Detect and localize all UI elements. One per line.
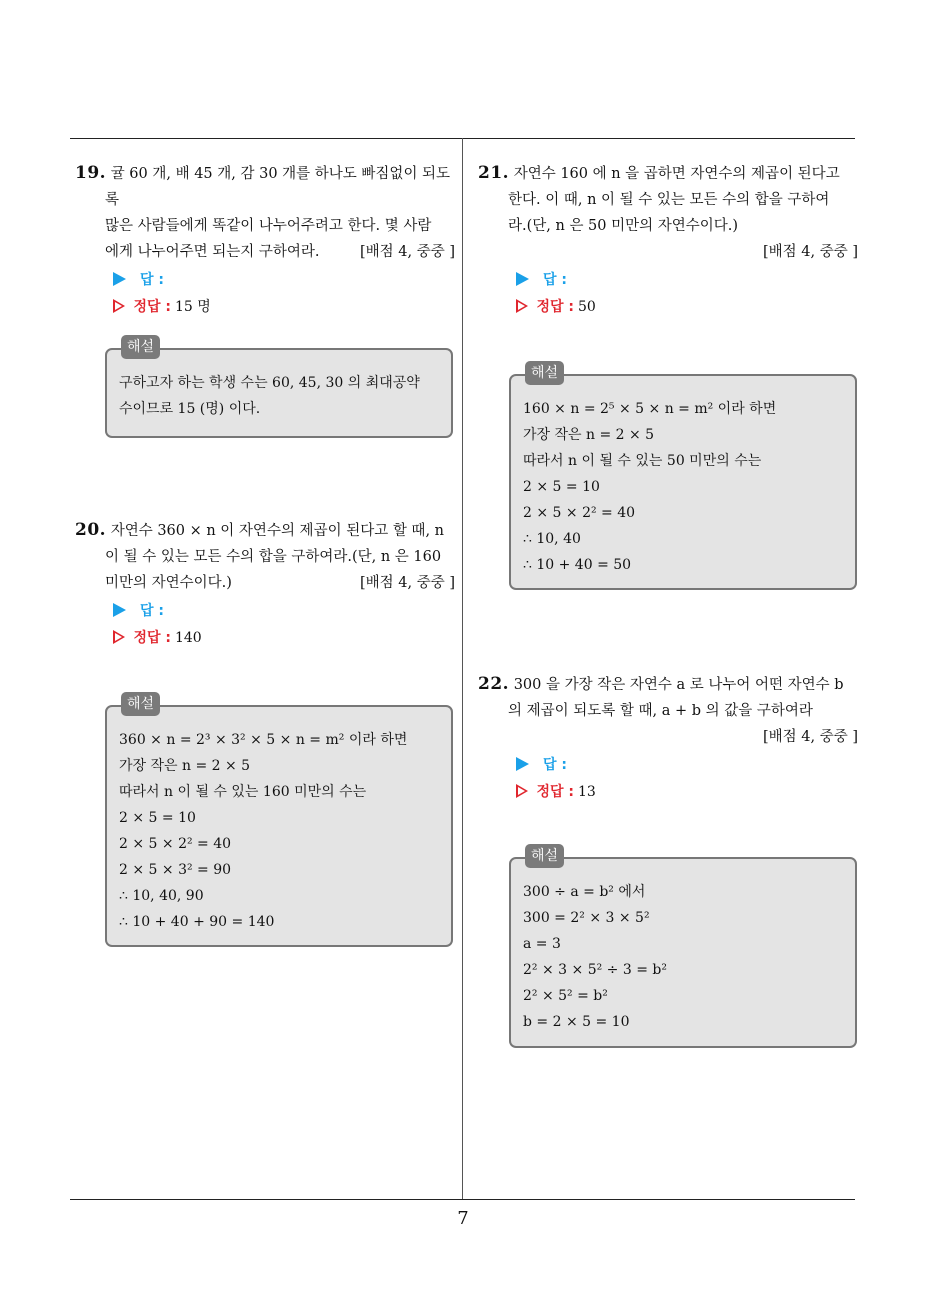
explanation-line: 따라서 n 이 될 수 있는 50 미만의 수는 xyxy=(523,453,762,469)
explanation-line: 2 × 5 × 3² = 90 xyxy=(119,862,232,878)
question-21 xyxy=(478,160,858,321)
question-22 xyxy=(478,671,858,806)
explanation-line: 300 = 2² × 3 × 5² xyxy=(523,910,650,926)
question-line: 미만의 자연수이다.) xyxy=(105,575,232,591)
correct-answer-line xyxy=(113,625,455,652)
score-meta: [배점 4, 중중 ] xyxy=(359,244,455,260)
answer-label: 답 : xyxy=(543,757,567,773)
question-20 xyxy=(75,517,455,652)
explanation-box-21 xyxy=(509,365,857,590)
explanation-tag: 해설 xyxy=(121,692,160,716)
play-arrow-icon xyxy=(516,757,529,771)
bottom-rule xyxy=(70,1199,855,1200)
correct-label: 정답 : xyxy=(536,784,574,800)
question-22-text xyxy=(478,671,858,724)
correct-label: 정답 : xyxy=(133,299,171,315)
explanation-line: 수이므로 15 (명) 이다. xyxy=(119,401,261,417)
question-19-text xyxy=(75,160,455,265)
explanation-line: 2 × 5 = 10 xyxy=(523,479,600,495)
answer-line xyxy=(516,752,858,779)
question-number: 19. xyxy=(75,163,107,183)
correct-answer-value: 140 xyxy=(174,630,202,646)
explanation-tag: 해설 xyxy=(525,844,564,868)
explanation-line: 300 ÷ a = b² 에서 xyxy=(523,884,646,900)
outline-arrow-icon xyxy=(516,784,528,798)
question-number: 21. xyxy=(478,163,510,183)
explanation-line: 따라서 n 이 될 수 있는 160 미만의 수는 xyxy=(119,784,367,800)
play-arrow-icon xyxy=(113,272,126,286)
score-meta: [배점 4, 중중 ] xyxy=(762,244,858,260)
score-meta: [배점 4, 중중 ] xyxy=(359,575,455,591)
answer-label: 답 : xyxy=(140,603,164,619)
answer-line xyxy=(113,267,455,294)
explanation-line: 360 × n = 2³ × 3² × 5 × n = m² 이라 하면 xyxy=(119,732,408,748)
correct-answer-line xyxy=(516,779,858,806)
question-line: 자연수 360 × n 이 자연수의 제곱이 된다고 할 때, n xyxy=(110,523,445,539)
explanation-line: b = 2 × 5 = 10 xyxy=(523,1014,630,1030)
question-line: 라.(단, n 은 50 미만의 자연수이다.) xyxy=(508,218,739,234)
answer-line xyxy=(516,267,858,294)
question-line: 많은 사람들에게 똑같이 나누어주려고 한다. 몇 사람 xyxy=(105,218,432,234)
question-line: 에게 나누어주면 되는지 구하여라. xyxy=(105,244,320,260)
explanation-line: 가장 작은 n = 2 × 5 xyxy=(119,758,251,774)
explanation-line: 2² × 3 × 5² ÷ 3 = b² xyxy=(523,962,667,978)
explanation-line: 2² × 5² = b² xyxy=(523,988,608,1004)
correct-answer-value: 13 xyxy=(577,784,596,800)
correct-answer-line xyxy=(113,294,455,321)
play-arrow-icon xyxy=(516,272,529,286)
correct-label: 정답 : xyxy=(133,630,171,646)
outline-arrow-icon xyxy=(113,630,125,644)
explanation-tag: 해설 xyxy=(121,335,160,359)
answer-line xyxy=(113,598,455,625)
explanation-line: ∴ 10, 40 xyxy=(523,531,581,547)
explanation-line: 2 × 5 = 10 xyxy=(119,810,196,826)
score-meta: [배점 4, 중중 ] xyxy=(762,729,858,745)
explanation-box-22 xyxy=(509,848,857,1048)
question-19 xyxy=(75,160,455,321)
question-line: 이 될 수 있는 모든 수의 합을 구하여라.(단, n 은 160 xyxy=(105,549,442,565)
explanation-tag: 해설 xyxy=(525,361,564,385)
explanation-box-19 xyxy=(105,339,453,438)
explanation-line: a = 3 xyxy=(523,936,561,952)
answer-label: 답 : xyxy=(543,272,567,288)
explanation-line: 2 × 5 × 2² = 40 xyxy=(119,836,232,852)
explanation-line: ∴ 10 + 40 = 50 xyxy=(523,557,632,573)
outline-arrow-icon xyxy=(113,299,125,313)
explanation-line: ∴ 10 + 40 + 90 = 140 xyxy=(119,914,275,930)
answer-label: 답 : xyxy=(140,272,164,288)
explanation-line: 구하고자 하는 학생 수는 60, 45, 30 의 최대공약 xyxy=(119,375,420,391)
play-arrow-icon xyxy=(113,603,126,617)
question-line: 귤 60 개, 배 45 개, 감 30 개를 하나도 빠짐없이 되도록 xyxy=(105,166,451,208)
outline-arrow-icon xyxy=(516,299,528,313)
explanation-line: 160 × n = 2⁵ × 5 × n = m² 이라 하면 xyxy=(523,401,777,417)
question-number: 22. xyxy=(478,674,510,694)
explanation-box-20 xyxy=(105,696,453,947)
explanation-line: 2 × 5 × 2² = 40 xyxy=(523,505,636,521)
question-line: 한다. 이 때, n 이 될 수 있는 모든 수의 합을 구하여 xyxy=(508,192,830,208)
explanation-line: ∴ 10, 40, 90 xyxy=(119,888,204,904)
question-20-text xyxy=(75,517,455,596)
column-divider xyxy=(462,138,463,1200)
question-line: 300 을 가장 작은 자연수 a 로 나누어 어떤 자연수 b xyxy=(513,677,844,693)
correct-answer-line xyxy=(516,294,858,321)
question-line: 의 제곱이 되도록 할 때, a + b 의 값을 구하여라 xyxy=(508,703,813,719)
page-number: 7 xyxy=(457,1208,469,1229)
correct-label: 정답 : xyxy=(536,299,574,315)
question-line: 자연수 160 에 n 을 곱하면 자연수의 제곱이 된다고 xyxy=(513,166,840,182)
correct-answer-value: 50 xyxy=(577,299,596,315)
question-21-text xyxy=(478,160,858,239)
explanation-line: 가장 작은 n = 2 × 5 xyxy=(523,427,655,443)
correct-answer-value: 15 명 xyxy=(174,299,211,315)
question-number: 20. xyxy=(75,520,107,540)
